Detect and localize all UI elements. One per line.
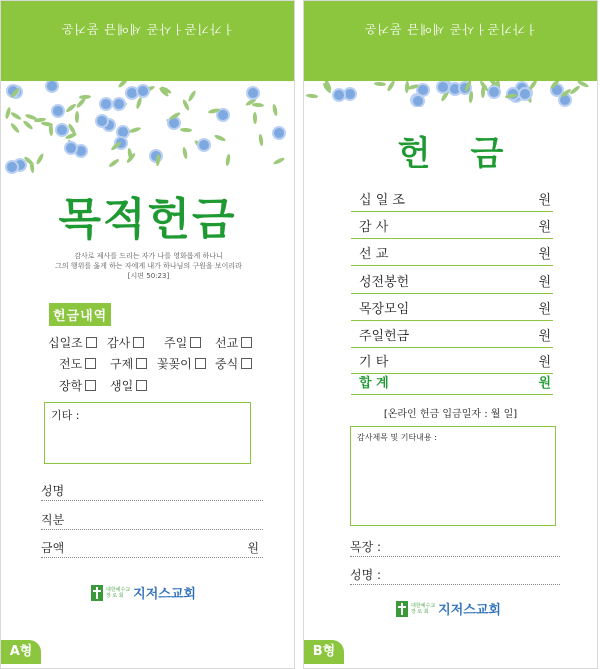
flower-icon — [66, 143, 76, 153]
church-name: 지저스교회 — [133, 587, 196, 602]
leaf-icon — [25, 113, 38, 121]
name-field[interactable] — [350, 566, 560, 585]
checkbox-birthday[interactable]: 생일 — [110, 377, 147, 394]
role-field[interactable] — [41, 511, 263, 530]
won-unit: 원 — [538, 355, 551, 370]
leaf-icon — [117, 81, 128, 89]
type-tag: A형 — [1, 640, 41, 664]
leaf-icon — [41, 121, 53, 127]
leaf-icon — [135, 97, 143, 110]
cross-icon — [396, 601, 408, 617]
leaf-icon — [214, 134, 227, 143]
envelope-flap — [1, 1, 294, 81]
type-tag: B형 — [304, 640, 344, 664]
offering-row[interactable] — [351, 214, 553, 239]
logo-denomination: 대한예수교 장 로 회 — [411, 602, 436, 615]
won-unit: 원 — [247, 541, 259, 555]
won-unit: 원 — [538, 376, 551, 391]
checkbox-box[interactable] — [136, 380, 147, 391]
leaf-icon — [258, 134, 264, 146]
flower-icon — [274, 128, 284, 138]
won-unit: 원 — [538, 193, 551, 208]
bible-verse — [31, 251, 266, 281]
floral-decoration — [1, 81, 294, 176]
leaf-icon — [129, 126, 142, 134]
mokjang-field[interactable] — [350, 538, 560, 557]
won-unit: 원 — [538, 302, 551, 317]
flower-icon — [127, 88, 137, 98]
floral-border — [304, 81, 597, 107]
church-name: 지저스교회 — [438, 603, 501, 618]
church-logo — [91, 583, 196, 602]
total-row[interactable] — [351, 370, 553, 395]
verse-line: 감사로 제사를 드리는 자가 나를 영화롭게 하나니 — [74, 252, 223, 260]
leaf-icon — [528, 81, 538, 91]
name-label: 성명 — [41, 484, 65, 498]
online-date: [온라인 헌금 입금일자 : 월 일] — [383, 409, 518, 420]
won-unit: 원 — [538, 329, 551, 344]
envelope-flap — [304, 1, 597, 81]
flower-icon — [413, 96, 423, 106]
offering-row[interactable] — [351, 269, 553, 294]
offering-label: 십 일 조 — [359, 193, 405, 208]
leaf-icon — [29, 161, 35, 173]
offering-label: 주일헌금 — [359, 329, 410, 344]
leaf-icon — [75, 111, 79, 123]
flower-icon — [76, 146, 86, 156]
offering-row[interactable] — [351, 241, 553, 266]
etc-label: 기타 : — [51, 409, 80, 422]
flower-icon — [57, 125, 67, 135]
leaf-icon — [306, 93, 318, 98]
offering-row[interactable] — [351, 187, 553, 212]
leaf-icon — [10, 122, 21, 134]
leaf-icon — [252, 103, 264, 108]
flower-icon — [248, 88, 258, 98]
amount-label: 금액 — [41, 541, 65, 555]
envelope-a — [0, 0, 295, 669]
leaf-icon — [65, 132, 78, 140]
cross-icon — [91, 585, 103, 601]
page-title: 목적헌금 — [58, 194, 237, 245]
page-title: 헌금 — [397, 134, 544, 174]
checkbox-box[interactable] — [85, 380, 96, 391]
offering-row[interactable] — [351, 296, 553, 321]
checkbox-tithe[interactable]: 십일조 — [48, 334, 97, 351]
checkbox-box[interactable] — [86, 337, 97, 348]
won-unit: 원 — [538, 220, 551, 235]
section-label: 헌금내역 — [49, 303, 111, 326]
flower-icon — [114, 99, 124, 109]
flower-icon — [199, 140, 209, 150]
flower-icon — [118, 127, 128, 137]
name-label: 성명 : — [350, 568, 382, 582]
leaf-icon — [182, 147, 188, 160]
checkbox-relief[interactable]: 구제 — [110, 355, 147, 372]
leaf-icon — [75, 97, 86, 109]
checkbox-box[interactable] — [85, 358, 96, 369]
flower-icon — [218, 110, 228, 120]
checkbox-lunch[interactable]: 중식 — [215, 355, 252, 372]
etc-field[interactable] — [44, 402, 251, 464]
leaf-icon — [35, 153, 44, 165]
flower-icon — [418, 85, 428, 95]
thanks-note-field[interactable] — [350, 426, 556, 526]
offering-label: 선 교 — [359, 247, 389, 262]
flower-icon — [334, 90, 344, 100]
amount-field[interactable] — [41, 539, 263, 558]
checkbox-box[interactable] — [241, 358, 252, 369]
checkbox-box[interactable] — [190, 337, 201, 348]
verse-line: 그의 행위를 옳게 하는 자에게 내가 하나님의 구원을 보이리라 — [55, 262, 242, 270]
offering-label: 감 사 — [359, 220, 389, 235]
won-unit: 원 — [538, 275, 551, 290]
flower-icon — [47, 81, 57, 91]
flower-icon — [138, 86, 148, 96]
offering-label: 성전봉헌 — [359, 275, 410, 290]
flower-icon — [101, 99, 111, 109]
checkbox-box[interactable] — [133, 337, 144, 348]
flower-icon — [450, 84, 460, 94]
leaf-icon — [180, 128, 192, 133]
leaf-icon — [108, 158, 120, 168]
flower-icon — [520, 89, 530, 99]
offering-label: 목장모임 — [359, 302, 410, 317]
flap-upside-down-text: ㅓ가기곧ㅓ사곧 세에금 묻거운 — [60, 22, 235, 36]
verse-reference: [시편 50:23] — [127, 272, 170, 280]
flower-icon — [438, 82, 448, 92]
name-field[interactable] — [41, 482, 263, 501]
leaf-icon — [10, 111, 22, 121]
total-label: 합 계 — [359, 376, 389, 391]
flower-icon — [7, 162, 17, 172]
leaf-icon — [569, 85, 581, 96]
offering-label: 기 타 — [359, 355, 389, 370]
role-label: 직분 — [41, 513, 65, 527]
flower-icon — [345, 89, 355, 99]
logo-denomination: 대한예수교 장 로 회 — [106, 586, 131, 599]
flower-icon — [53, 106, 63, 116]
leaf-icon — [273, 157, 286, 166]
checkbox-mission[interactable]: 선교 — [215, 334, 252, 351]
checkbox-box[interactable] — [136, 358, 147, 369]
flower-icon — [97, 116, 107, 126]
checkbox-sunday[interactable]: 주일 — [164, 334, 201, 351]
won-unit: 원 — [538, 247, 551, 262]
leaf-icon — [187, 90, 197, 102]
checkbox-scholarship[interactable]: 장학 — [59, 377, 96, 394]
leaf-icon — [155, 154, 160, 166]
leaf-icon — [386, 81, 396, 92]
thanks-note-label: 감사제목 및 기타내용 : — [357, 433, 437, 442]
checkbox-thanks[interactable]: 감사 — [107, 334, 144, 351]
church-logo — [396, 599, 501, 618]
checkbox-evangelism[interactable]: 전도 — [59, 355, 96, 372]
leaf-icon — [253, 112, 257, 124]
flower-icon — [489, 87, 499, 97]
leaf-icon — [22, 119, 34, 130]
checkbox-flowers[interactable]: 꽃꽂이 — [157, 355, 206, 372]
checkbox-box[interactable] — [241, 337, 252, 348]
envelope-b — [303, 0, 598, 669]
leaf-icon — [272, 104, 278, 117]
checkbox-box[interactable] — [195, 358, 206, 369]
offering-row[interactable] — [351, 323, 553, 348]
leaf-icon — [468, 91, 473, 103]
flap-upside-down-text: ㅓ가기곧ㅓ사곧 세에금 묻거운 — [363, 22, 538, 36]
leaf-icon — [225, 154, 231, 166]
mokjang-label: 목장 : — [350, 540, 382, 554]
leaf-icon — [374, 82, 386, 87]
